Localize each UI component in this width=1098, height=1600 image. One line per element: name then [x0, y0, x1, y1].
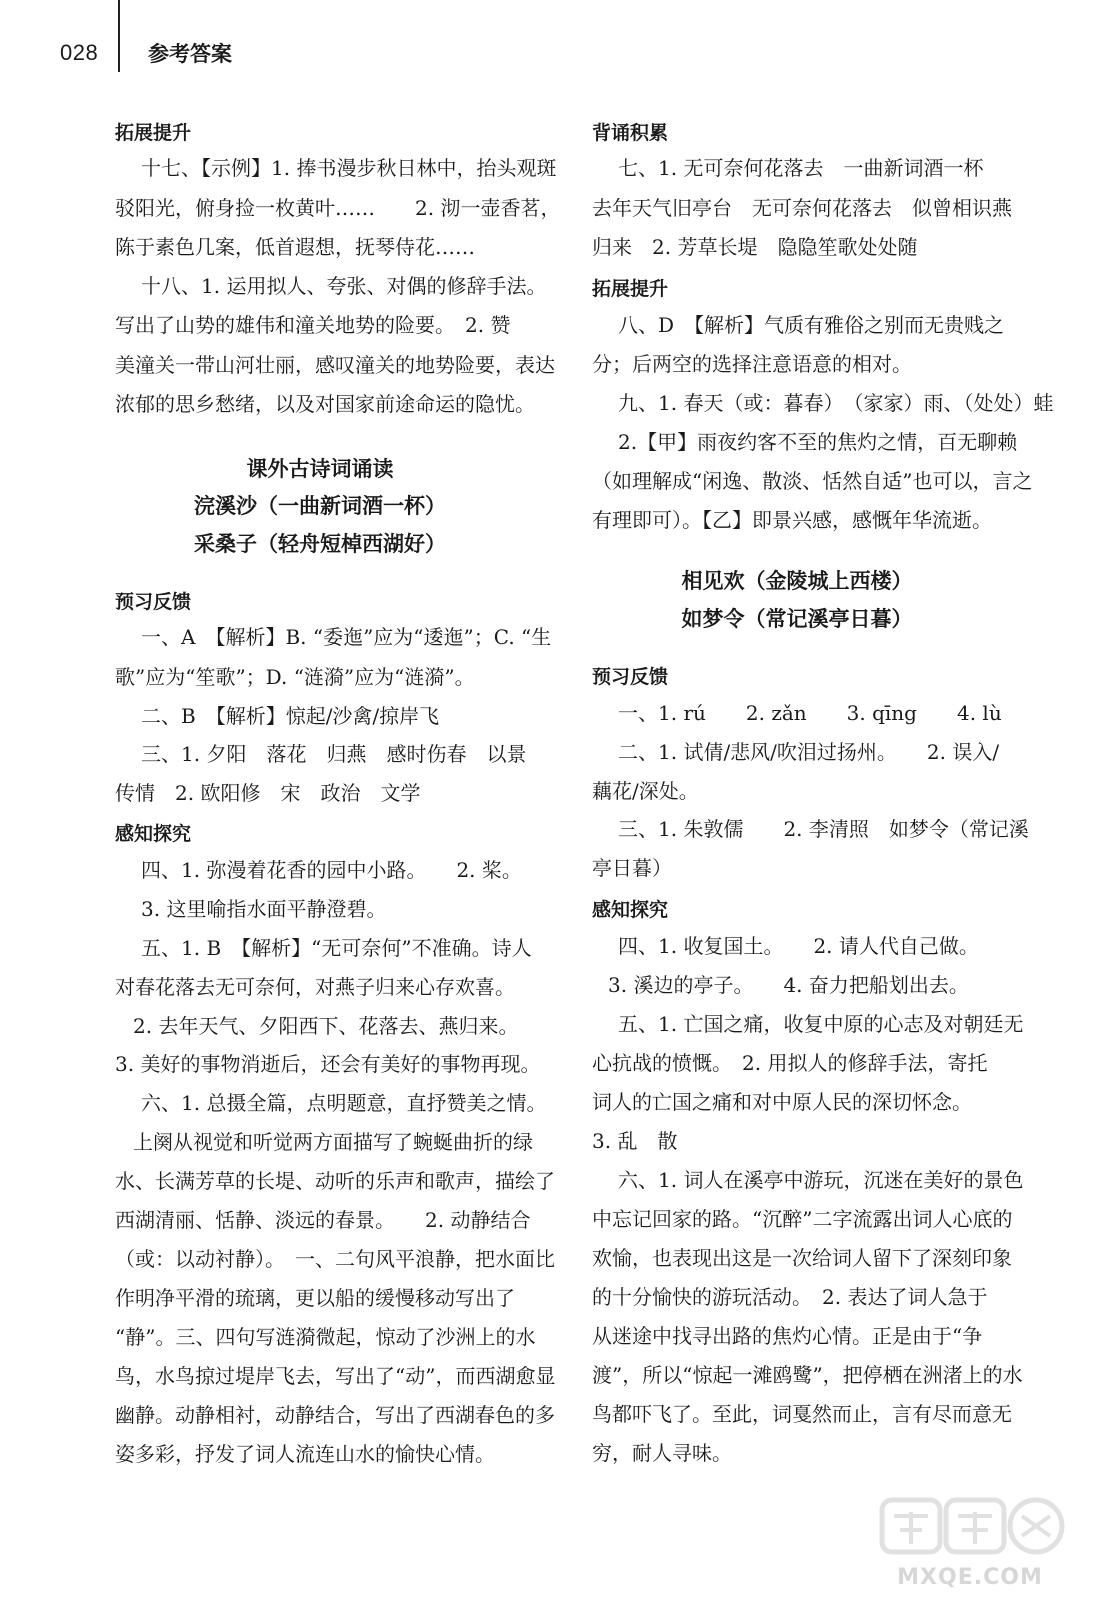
answer-line: 去年天气旧亭台 无可奈何花落去 似曾相识燕: [592, 196, 1012, 220]
answer-line: 穷，耐人寻味。: [592, 1441, 732, 1465]
answer-line: 词人的亡国之痛和对中原人民的深切怀念。: [592, 1090, 972, 1114]
answer-line: 亭日暮）: [592, 856, 672, 880]
answer-line: 三、1. 朱敦儒 2. 李清照 如梦令（常记溪: [618, 817, 1029, 841]
poem-section-title: 课外古诗词诵读: [246, 457, 394, 481]
answer-line: 渡”，所以“惊起一滩鸥鹭”，把停栖在洲渚上的水: [592, 1363, 1023, 1387]
answer-line: 美潼关一带山河壮丽，感叹潼关的地势险要，表达: [115, 353, 555, 377]
answer-line: 3. 溪边的亭子。 4. 奋力把船划出去。: [608, 973, 969, 997]
answer-line: 三、1. 夕阳 落花 归燕 感时伤春 以景: [141, 742, 527, 766]
answer-line: 2. 去年天气、夕阳西下、花落去、燕归来。: [133, 1014, 519, 1038]
answer-line: 2.【甲】雨夜约客不至的焦灼之情，百无聊赖: [618, 430, 1018, 454]
answer-line: 歌”应为“笙歌”；D. “涟漪”应为“涟漪”。: [115, 665, 475, 689]
answer-line: 一、1. rú 2. zǎn 3. qīng 4. lù: [618, 701, 1002, 725]
answer-line: 上阕从视觉和听觉两方面描写了蜿蜒曲折的绿: [133, 1130, 533, 1154]
answer-line: 七、1. 无可奈何花落去 一曲新词酒一杯: [618, 156, 984, 180]
answer-line: （如理解成“闲逸、散淡、恬然自适”也可以，言之: [592, 469, 1033, 493]
answer-line: 鸟，水鸟掠过堤岸飞去，写出了“动”，而西湖愈显: [115, 1364, 556, 1388]
section-heading: 背诵积累: [592, 122, 669, 144]
header-title: 参考答案: [148, 42, 232, 66]
section-heading: 感知探究: [592, 899, 669, 921]
answer-line: 十七、【示例】1. 捧书漫步秋日林中，抬头观斑: [141, 156, 557, 180]
answer-line: “静”。三、四句写涟漪微起，惊动了沙洲上的水: [115, 1325, 536, 1349]
answer-line: 有理即可）。【乙】即景兴感，感慨年华流逝。: [592, 508, 992, 532]
answer-line: 二、B 【解析】惊起/沙禽/掠岸飞: [141, 704, 440, 728]
poem-title: 浣溪沙（一曲新词酒一杯）: [194, 494, 446, 518]
answer-line: 幽静。动静相衬，动静结合，写出了西湖春色的多: [115, 1403, 555, 1427]
answer-line: 3. 美好的事物消逝后，还会有美好的事物再现。: [115, 1052, 541, 1076]
answer-line: 九、1. 春天（或：暮春） （家家）雨、（处处）蛙: [618, 391, 1054, 415]
answer-line: 3. 乱 散: [592, 1129, 678, 1153]
answer-line: 传情 2. 欧阳修 宋 政治 文学: [115, 781, 421, 805]
answer-line: 对春花落去无可奈何，对燕子归来心存欢喜。: [115, 975, 515, 999]
answer-line: 藕花/深处。: [592, 779, 699, 803]
section-heading: 拓展提升: [592, 278, 669, 300]
answer-line: 从迷途中找寻出路的焦灼心情。正是由于“争: [592, 1324, 983, 1348]
section-heading: 感知探究: [115, 823, 192, 845]
poem-title: 相见欢（金陵城上西楼）: [681, 569, 913, 593]
answer-line: （或：以动衬静）。 一、二句风平浪静，把水面比: [115, 1247, 555, 1271]
answer-line: 归来 2. 芳草长堤 隐隐笙歌处处随: [592, 235, 918, 259]
answer-line: 六、1. 总摄全篇，点明题意，直抒赞美之情。: [141, 1091, 547, 1115]
answer-line: 中忘记回家的路。“沉醉”二字流露出词人心底的: [592, 1207, 1013, 1231]
answer-line: 的十分愉快的游玩活动。 2. 表达了词人急于: [592, 1285, 988, 1309]
answer-line: 姿多彩，抒发了词人流连山水的愉快心情。: [115, 1442, 495, 1466]
header-divider: [118, 0, 120, 72]
section-heading: 预习反馈: [115, 591, 192, 613]
answer-line: 驳阳光，俯身捡一枚黄叶…… 2. 沏一壶香茗，: [115, 196, 561, 220]
section-heading: 预习反馈: [592, 666, 669, 688]
answer-line: 写出了山势的雄伟和潼关地势的险要。 2. 赞: [115, 313, 511, 337]
answer-line: 六、1. 词人在溪亭中游玩，沉迷在美好的景色: [618, 1168, 1024, 1192]
answer-line: 十八、1. 运用拟人、夸张、对偶的修辞手法。: [141, 274, 547, 298]
answer-line: 五、1. B 【解析】“无可奈何”不准确。诗人: [141, 936, 532, 960]
poem-title: 如梦令（常记溪亭日暮）: [681, 607, 913, 631]
answer-line: 鸟都吓飞了。至此，词戛然而止，言有尽而意无: [592, 1402, 1012, 1426]
answer-line: 四、1. 收复国土。 2. 请人代自己做。: [618, 934, 979, 958]
answer-line: 西湖清丽、恬静、淡远的春景。 2. 动静结合: [115, 1208, 531, 1232]
watermark-text: MXQE.COM: [897, 1565, 1043, 1590]
poem-title: 采桑子（轻舟短棹西湖好）: [194, 532, 446, 556]
answer-line: 作明净平滑的琉璃，更以船的缓慢移动写出了: [115, 1286, 515, 1310]
answer-line: 浓郁的思乡愁绪，以及对国家前途命运的隐忧。: [115, 392, 535, 416]
answer-line: 五、1. 亡国之痛，收复中原的心志及对朝廷无: [618, 1012, 1024, 1036]
page-number: 028: [60, 40, 99, 65]
answer-line: 四、1. 弥漫着花香的园中小路。 2. 桨。: [141, 858, 522, 882]
answer-line: 心抗战的愤慨。 2. 用拟人的修辞手法，寄托: [592, 1051, 988, 1075]
watermark-logo: [870, 1494, 1070, 1590]
answer-line: 3. 这里喻指水面平静澄碧。: [141, 897, 387, 921]
answer-line: 八、D 【解析】气质有雅俗之别而无贵贱之: [618, 313, 1005, 337]
answer-line: 陈于素色几案，低首遐想，抚琴侍花……: [115, 235, 475, 259]
answer-line: 一、A 【解析】B. “委迤”应为“逶迤”；C. “生: [141, 625, 552, 649]
section-heading: 拓展提升: [115, 122, 192, 144]
answer-line: 欢愉，也表现出这是一次给词人留下了深刻印象: [592, 1246, 1012, 1270]
answer-line: 水、长满芳草的长堤、动听的乐声和歌声，描绘了: [115, 1169, 555, 1193]
answer-line: 二、1. 试倩/悲风/吹泪过扬州。 2. 误入/: [618, 740, 1000, 764]
answer-line: 分；后两空的选择注意语意的相对。: [592, 352, 912, 376]
